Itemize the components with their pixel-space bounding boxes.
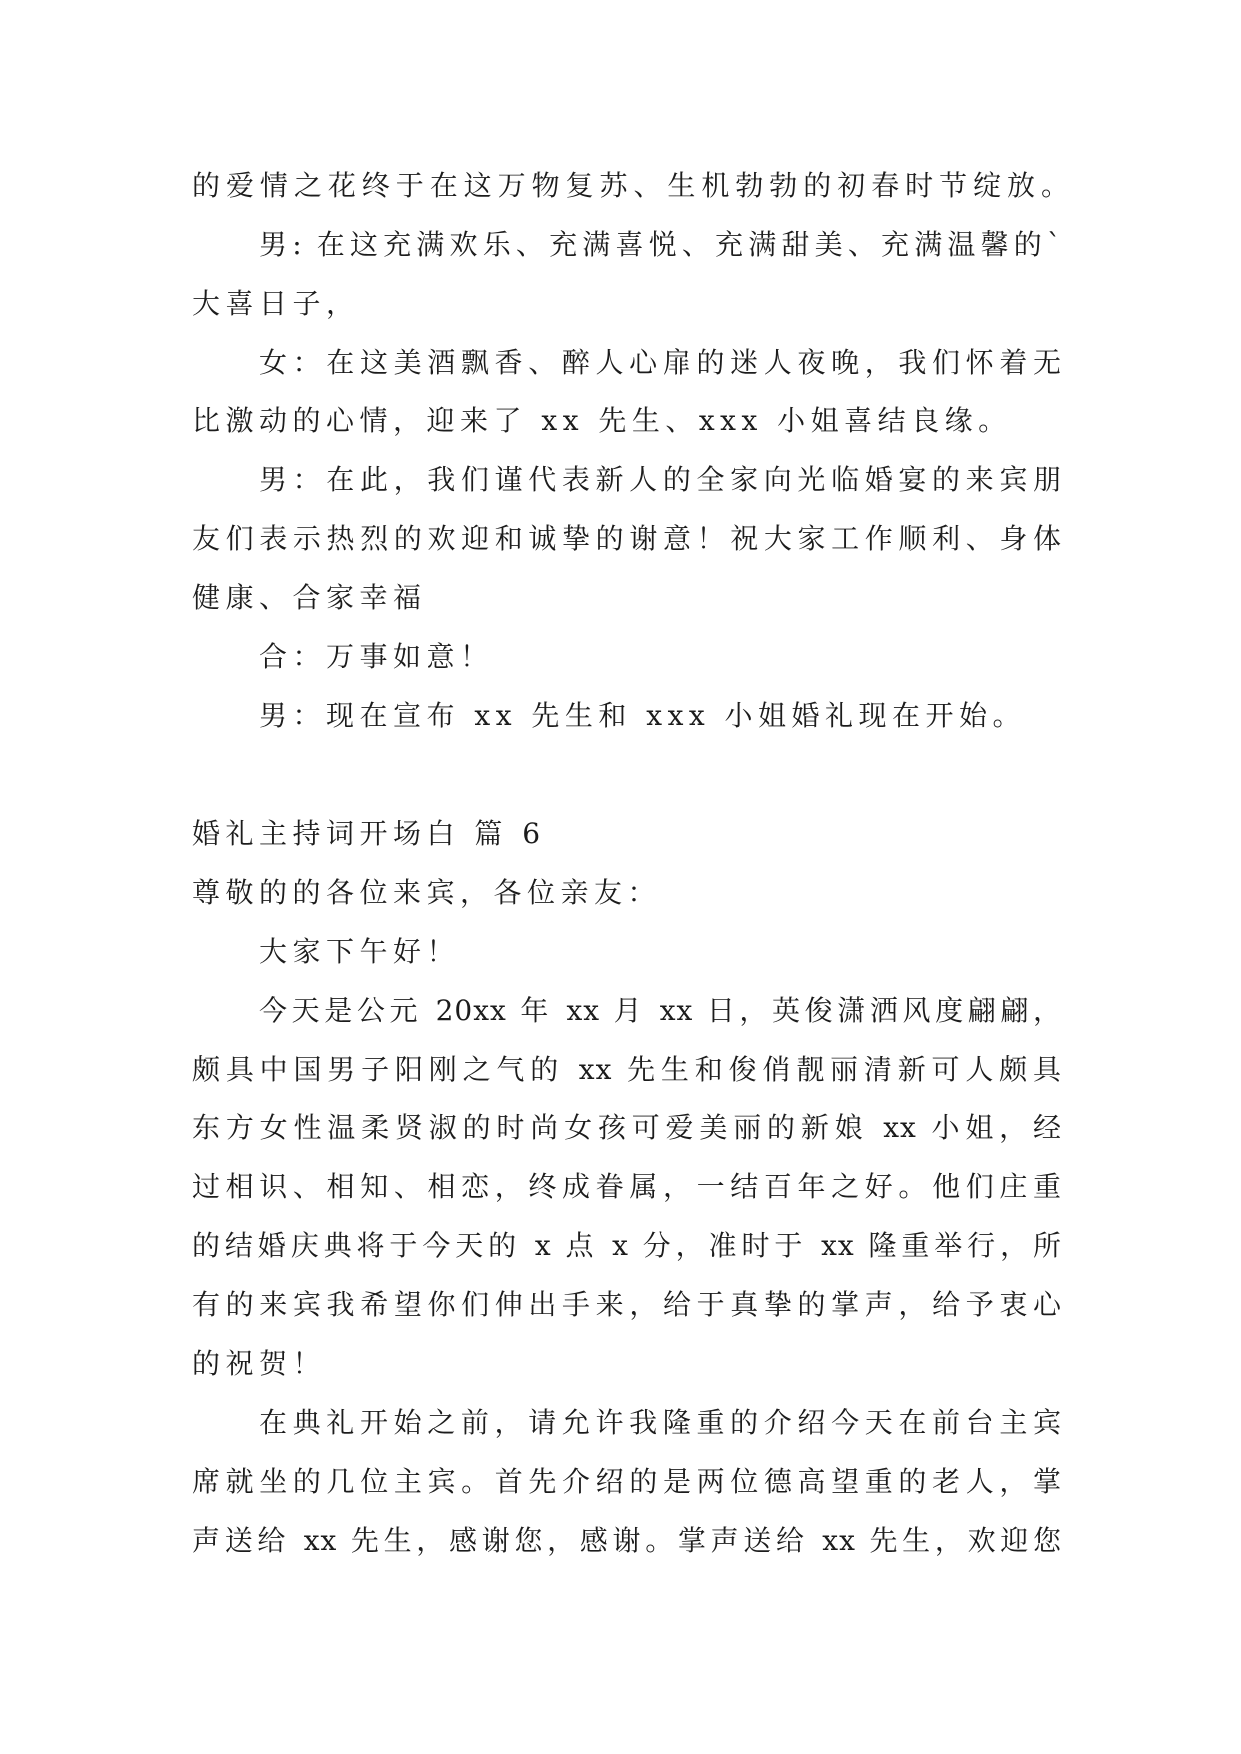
text-line: 声送给 xx 先生，感谢您，感谢。掌声送给 xx 先生，欢迎您	[192, 1524, 1062, 1557]
text-line: 比激动的心情，迎来了 xx 先生、xxx 小姐喜结良缘。	[192, 404, 1012, 437]
text-line: 的祝贺！	[192, 1347, 327, 1380]
text-line: 健康、合家幸福	[192, 581, 427, 614]
text-line: 在典礼开始之前，请允许我隆重的介绍今天在前台主宾	[259, 1406, 1062, 1439]
text-line: 友们表示热烈的欢迎和诚挚的谢意！祝大家工作顺利、身体	[192, 522, 1062, 555]
text-line: 男: 在这充满欢乐、充满喜悦、充满甜美、充满温馨的`	[259, 228, 1062, 261]
section-heading: 婚礼主持词开场白 篇 6	[192, 817, 546, 850]
text-line: 大喜日子，	[192, 287, 360, 320]
text-line: 今天是公元 20xx 年 xx 月 xx 日，英俊潇洒风度翩翩，	[259, 994, 1062, 1027]
text-line: 有的来宾我希望你们伸出手来，给于真挚的掌声，给予衷心	[192, 1288, 1062, 1321]
text-line: 合：万事如意！	[259, 640, 494, 673]
text-line: 颇具中国男子阳刚之气的 xx 先生和俊俏靓丽清新可人颇具	[192, 1053, 1062, 1086]
text-line: 席就坐的几位主宾。首先介绍的是两位德高望重的老人，掌	[192, 1465, 1062, 1498]
text-line: 男：现在宣布 xx 先生和 xxx 小姐婚礼现在开始。	[259, 699, 1027, 732]
salutation-line: 尊敬的的各位来宾，各位亲友：	[192, 876, 662, 909]
text-line: 东方女性温柔贤淑的时尚女孩可爱美丽的新娘 xx 小姐，经	[192, 1111, 1062, 1144]
text-line: 男：在此，我们谨代表新人的全家向光临婚宴的来宾朋	[259, 463, 1062, 496]
text-line: 女：在这美酒飘香、醉人心扉的迷人夜晚，我们怀着无	[259, 346, 1062, 379]
text-line: 大家下午好！	[259, 935, 461, 968]
text-line: 过相识、相知、相恋，终成眷属，一结百年之好。他们庄重	[192, 1170, 1062, 1203]
text-line: 的结婚庆典将于今天的 x 点 x 分，准时于 xx 隆重举行，所	[192, 1229, 1062, 1262]
text-line: 的爱情之花终于在这万物复苏、生机勃勃的初春时节绽放。	[192, 169, 1070, 202]
